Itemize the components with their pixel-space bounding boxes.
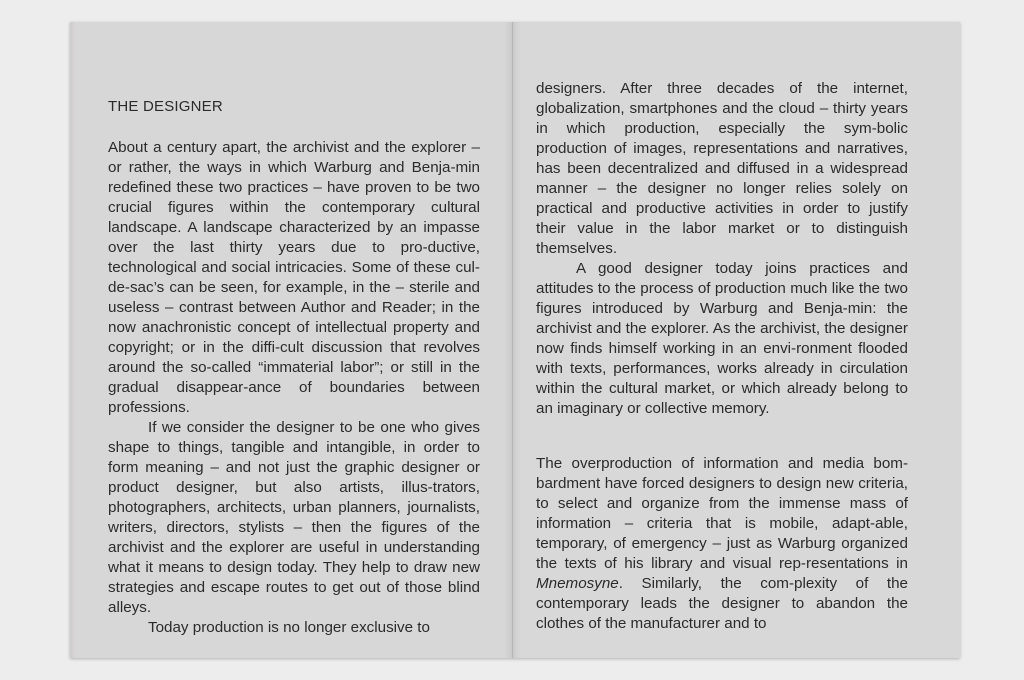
paragraph-2: If we consider the designer to be one who gives shape to things, tangible and intangible, in order to form meaning – and not just the graphic designer or product designer, but also artists, illus-trators, photographers, architects, urban planners, journalists, writers, directors, stylists – then the figures of the archivist and the explorer are useful in understanding what it means to design today. They help to draw new strategies and escape routes to get out of those blind alleys. <box>108 419 480 616</box>
right-page-body-bottom <box>536 454 908 634</box>
paragraph-6-start: The overproduction of information and media bom-bardment have forced designers to design new criteria, to select and organize from the immense mass of information – criteria that is mobile, adapt-able, temporary, of emergency – just as Warburg organized the texts of his library and visual rep-resentations in <box>536 455 908 572</box>
paragraph-6 <box>536 454 908 634</box>
left-page-body <box>108 138 480 638</box>
paragraph-5: A good designer today joins practices and attitudes to the process of production much like the two figures introduced by Warburg and Benja-min: the archivist and the explorer. As the archivist, the designer now finds himself working in an envi-ronment flooded with texts, performances, works already in circulation within the cultural market, or which already belong to an imaginary or collective memory. <box>536 260 908 417</box>
paragraph-3: Today production is no longer exclusive to <box>148 619 430 636</box>
right-page-body-top <box>536 79 908 419</box>
paragraph-1: About a century apart, the archivist and the explorer – or rather, the ways in which Warburg and Benja-min redefined these two practices – have proven to be two crucial figures within the contemporary cultural landscape. A landscape characterized by an impasse over the last thirty years due to pro-ductive, technological and social intricacies. Some of these cul-de-sac’s can be seen, for example, in the – sterile and useless – contrast between Author and Reader; in the now anachronistic concept of intellectual property and copyright; or in the diffi-cult discussion that revolves around the so-called “immaterial labor”; or still in the gradual disappear-ance of boundaries between professions. <box>108 139 480 416</box>
paragraph-6-end: . Similarly, the com-plexity of the contemporary leads the designer to abandon the clothes of the manufacturer and to <box>536 575 908 632</box>
page-edge <box>70 22 76 658</box>
paragraph-4: designers. After three decades of the internet, globalization, smartphones and the cloud – thirty years in which production, especially the sym-bolic production of images, representations and narratives, has been decentralized and diffused in a widespread manner – the designer no longer relies solely on practical and productive activities in order to justify their value in the labor market or to distinguish themselves. <box>536 80 908 257</box>
section-title: THE DESIGNER <box>108 98 223 115</box>
left-page <box>70 22 513 658</box>
right-page <box>513 22 960 658</box>
book-spread <box>70 22 960 658</box>
mnemosyne-title: Mnemosyne <box>536 575 619 592</box>
